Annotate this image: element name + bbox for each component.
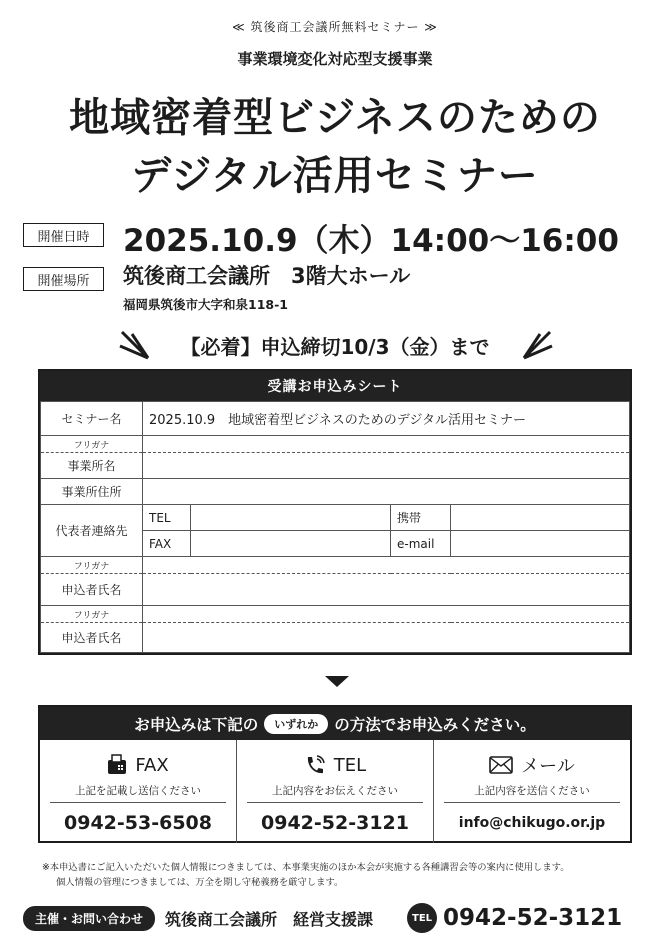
- methods-pill: いずれか: [264, 714, 328, 734]
- fax-method-note: 上記を記載し送信ください: [50, 783, 226, 803]
- tel-badge-icon: TEL: [407, 903, 437, 933]
- privacy-note-1: ※本申込書にご記入いただいた個人情報につきましては、本事業実施のほか本会が実施する各種講習会等の案内に使用します。: [42, 862, 570, 873]
- host-badge: 主催・お問い合わせ: [23, 906, 155, 931]
- form-table: [40, 401, 630, 653]
- methods-heading-post: の方法でお申込みください。: [334, 715, 536, 734]
- footer-tel[interactable]: 0942-52-3121: [443, 905, 623, 931]
- mobile-label: 携帯: [391, 505, 451, 531]
- company-name-label: 事業所名: [41, 453, 143, 479]
- tel-method-note: 上記内容をお伝えください: [247, 783, 423, 803]
- seminar-series: ≪ 筑後商工会議所無料セミナー ≫: [232, 20, 438, 34]
- fax-method-title: FAX: [135, 754, 169, 776]
- deadline: 【必着】申込締切10/3（金）まで: [180, 335, 490, 359]
- emphasis-burst-right-icon: [520, 330, 554, 360]
- footer: [23, 903, 653, 933]
- application-methods: [38, 705, 632, 843]
- tel-method: [237, 740, 434, 843]
- title-line-1: 地域密着型ビジネスのための: [69, 95, 601, 141]
- program-name: 事業環境変化対応型支援事業: [237, 50, 433, 68]
- email-label: e-mail: [391, 531, 451, 557]
- fax-number[interactable]: 0942-53-6508: [64, 812, 212, 834]
- applicant-name-field-1[interactable]: [143, 574, 630, 606]
- applicant-furigana-field-2[interactable]: [143, 606, 630, 623]
- title-line-2: デジタル活用セミナー: [131, 153, 539, 199]
- company-address-field[interactable]: [143, 479, 630, 505]
- company-furigana-field[interactable]: [143, 436, 630, 453]
- applicant-name-label: 申込者氏名: [41, 574, 143, 606]
- mobile-field[interactable]: [451, 505, 630, 531]
- seminar-name-value: 2025.10.9 地域密着型ビジネスのためのデジタル活用セミナー: [143, 402, 630, 436]
- tel-method-title: TEL: [333, 754, 367, 776]
- fax-field[interactable]: [191, 531, 391, 557]
- furigana-label: フリガナ: [41, 557, 143, 574]
- furigana-label: フリガナ: [41, 436, 143, 453]
- form-heading: 受講お申込みシート: [40, 371, 630, 401]
- phone-icon: [304, 754, 326, 776]
- applicant-name-field-2[interactable]: [143, 623, 630, 653]
- email-field[interactable]: [451, 531, 630, 557]
- organizer: 筑後商工会議所 経営支援課: [165, 909, 374, 929]
- mail-method-note: 上記内容を送信ください: [444, 783, 620, 803]
- mail-icon: [489, 756, 513, 774]
- down-arrow-icon: [325, 676, 349, 687]
- fax-label: FAX: [143, 531, 191, 557]
- event-date: 2025.10.9（木）14:00〜16:00: [123, 223, 619, 259]
- tel-field[interactable]: [191, 505, 391, 531]
- contact-label: 代表者連絡先: [41, 505, 143, 557]
- event-venue: 筑後商工会議所 3階大ホール: [123, 264, 411, 288]
- privacy-note-2: 個人情報の管理につきましては、万全を期し守秘義務を厳守します。: [56, 877, 344, 888]
- tel-label: TEL: [143, 505, 191, 531]
- applicant-name-label: 申込者氏名: [41, 623, 143, 653]
- applicant-furigana-field-1[interactable]: [143, 557, 630, 574]
- venue-address: 福岡県筑後市大字和泉118-1: [123, 297, 288, 312]
- methods-heading-pre: お申込みは下記の: [134, 715, 259, 734]
- furigana-label: フリガナ: [41, 606, 143, 623]
- date-label: 開催日時: [23, 223, 104, 247]
- venue-label: 開催場所: [23, 267, 104, 291]
- mail-method-title: メール: [521, 756, 575, 777]
- fax-icon: [107, 754, 127, 776]
- mail-method: [434, 740, 630, 843]
- seminar-name-label: セミナー名: [41, 402, 143, 436]
- methods-heading: [40, 707, 630, 740]
- fax-method: [40, 740, 237, 843]
- company-name-field[interactable]: [143, 453, 630, 479]
- email-address[interactable]: info@chikugo.or.jp: [458, 815, 606, 831]
- company-address-label: 事業所住所: [41, 479, 143, 505]
- tel-number[interactable]: 0942-52-3121: [261, 812, 409, 834]
- privacy-notes: [42, 860, 570, 890]
- application-form: [38, 369, 632, 655]
